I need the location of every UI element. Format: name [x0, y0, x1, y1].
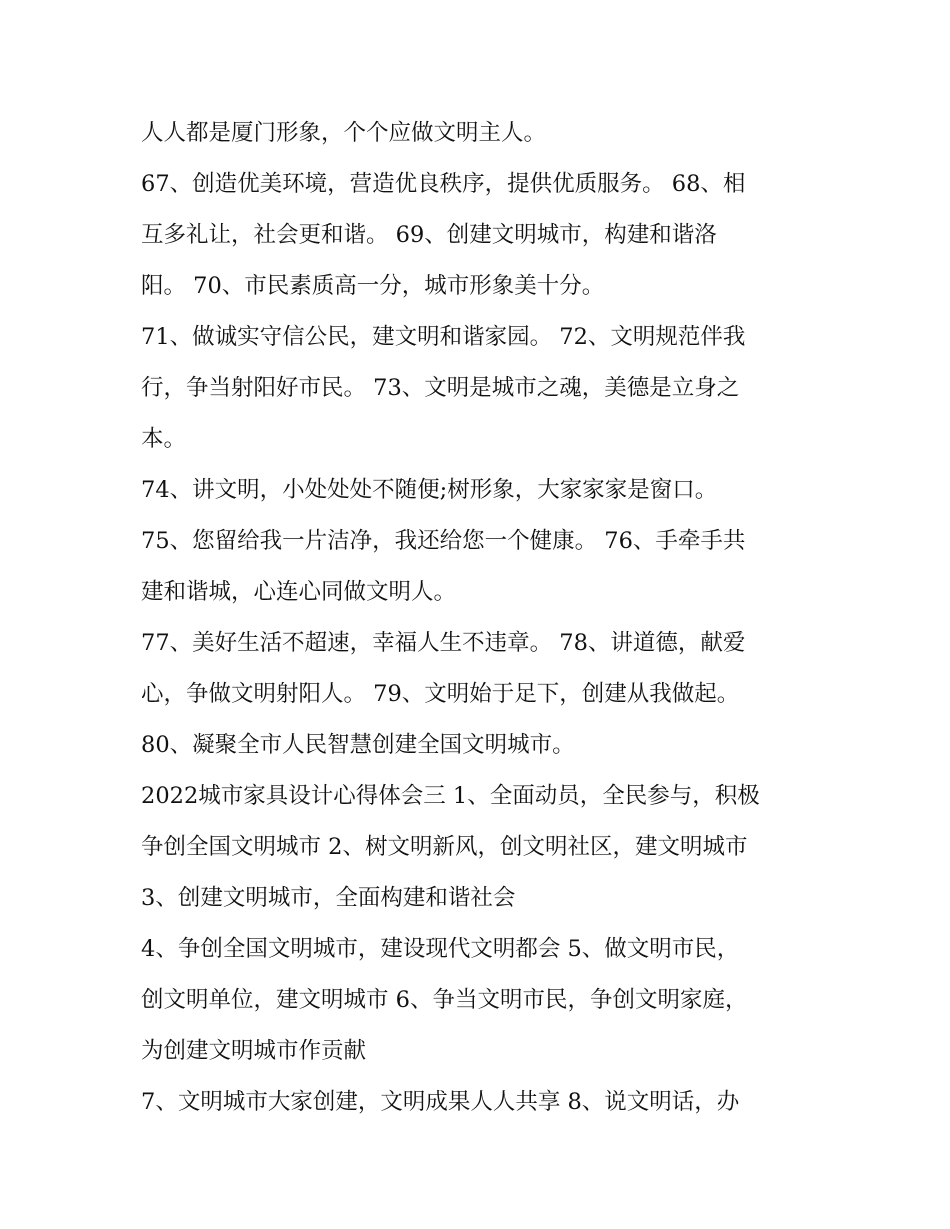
document-body — [141, 108, 821, 1128]
text-line: 为创建文明城市作贡献 — [141, 1038, 367, 1064]
text-line: 3、创建文明城市，全面构建和谐社会 — [141, 885, 516, 911]
text-line: 77、美好生活不超速，幸福人生不违章。 78、讲道德，献爱 — [141, 630, 746, 656]
text-line: 本。 — [141, 426, 187, 452]
text-line: 创文明单位，建文明城市 6、争当文明市民，争创文明家庭， — [141, 987, 748, 1013]
text-line: 4、争创全国文明城市，建设现代文明都会 5、做文明市民， — [141, 936, 740, 962]
text-line: 7、文明城市大家创建，文明成果人人共享 8、说文明话，办 — [141, 1089, 740, 1115]
text-line: 互多礼让，社会更和谐。 69、创建文明城市，构建和谐洛 — [141, 222, 717, 248]
text-line: 心，争做文明射阳人。 79、文明始于足下，创建从我做起。 — [141, 681, 740, 707]
text-line: 71、做诚实守信公民，建文明和谐家园。 72、文明规范伴我 — [141, 324, 746, 350]
text-line: 行，争当射阳好市民。 73、文明是城市之魂，美德是立身之 — [141, 375, 740, 401]
text-line: 2022城市家具设计心得体会三 1、全面动员，全民参与，积极 — [141, 783, 760, 809]
text-line: 67、创造优美环境，营造优良秩序，提供优质服务。 68、相 — [141, 171, 746, 197]
text-line: 阳。 70、市民素质高一分，城市形象美十分。 — [141, 273, 605, 299]
text-line: 人人都是厦门形象，个个应做文明主人。 — [141, 120, 547, 146]
text-line: 74、讲文明，小处处处不随便;树形象，大家家家是窗口。 — [141, 477, 718, 503]
text-line: 80、凝聚全市人民智慧创建全国文明城市。 — [141, 732, 575, 758]
text-line: 建和谐城，心连心同做文明人。 — [141, 579, 457, 605]
text-line: 争创全国文明城市 2、树文明新风，创文明社区，建文明城市 — [141, 834, 748, 860]
text-line: 75、您留给我一片洁净，我还给您一个健康。 76、手牵手共 — [141, 528, 746, 554]
